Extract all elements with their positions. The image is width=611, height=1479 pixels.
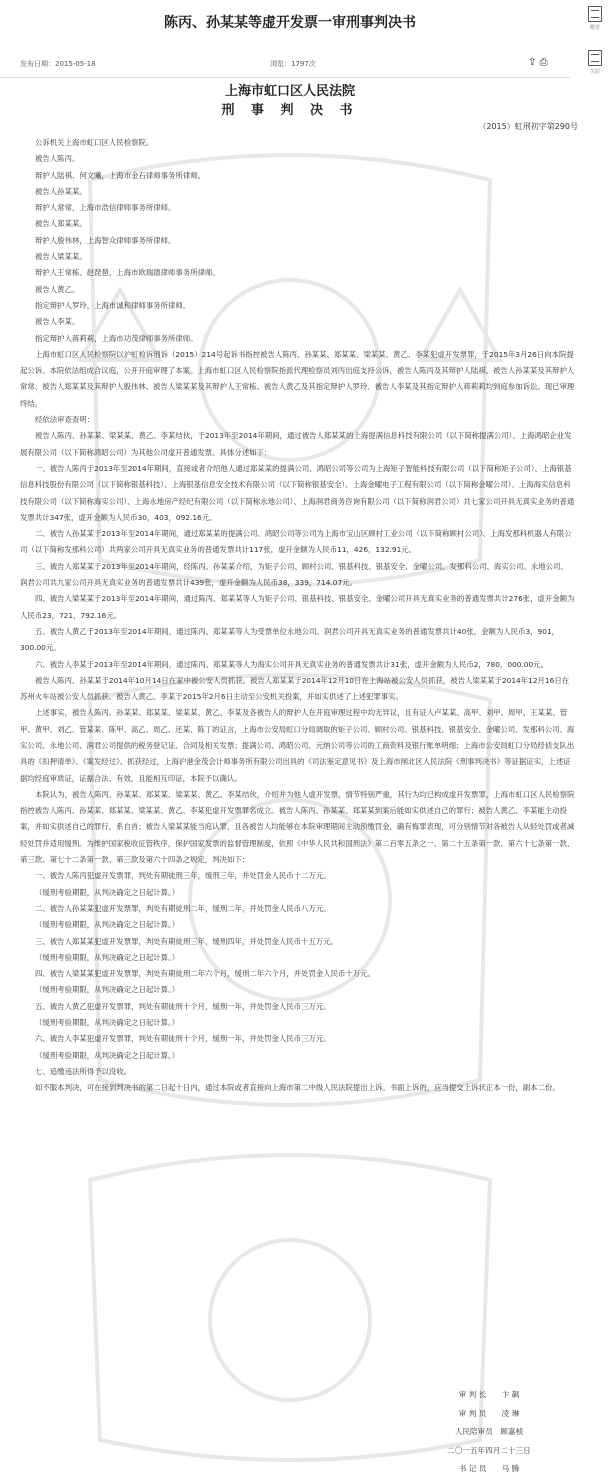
- paragraph: 上述事实，被告人陈丙、孙某某、郑某某、梁某某、黄乙、李某及各被告人的辩护人在开庭审理过程中均无异议，且有证人卢某某、高甲、刘甲、周甲、王某某、管甲、黄甲、刘乙、管某某、陈甲、高乙、周乙、还某、陈丁的证言，上海市公安局虹口分局调取的矩子公司、顾村公司、银基科技、银基安全、金曜公司、发那科公司、海实公司、永地公司、润君公司提供的税务登记证、合同及相关发票；提满公司、鸿昭公司、元纳公司等公司的工商资料及银行账单明细；上海市公安局虹口分局经侦支队出具的《扣押清单》、《案发经过》、抓获经过，上海沪港金茂会计师事务所有限公司出具的《司法鉴定意见书》及上海市闸北区人民法院《刑事判决书》等证据证实，上述证据均经庭审质证，证据合法、有效，且能相互印证，本院予以确认。: [20, 708, 575, 783]
- paragraph: （缓刑考验期限，从判决确定之日起计算。）: [35, 1050, 180, 1060]
- paragraph: （缓刑考验期限，从判决确定之日起计算。）: [35, 985, 180, 995]
- paragraph: 本院认为，被告人陈丙、孙某某、郑某某、梁某某、黄乙、李某结伙，介绍并为他人虚开发票，情节特别严重，其行为均已构成虚开发票罪，上海市虹口区人民检察院指控被告人陈丙、孙某某、郑某某、梁某某、黄乙、李某犯虚开发票罪名成立。被告人陈丙、孙某某、郑某某到案后能如实供述自己的罪行；被告人黄乙、李某能主动投案，并如实供述自己的罪行，系自首；被告人梁某某能当庭认罪，且各被告人均能够在本院审理期间主动预缴罚金，确有悔罪表现，可分别情节对各被告人从轻处罚或者减轻处罚并适用缓刑。为维护国家税收征管秩序，保护国家发票的监督管理制度，依照《中华人民共和国刑法》第二百零五条之一、第二十五条第一款、第六十七条第一款、第三款、第七十二条第一款、第三款及第六十四条之规定，判决如下：: [20, 789, 575, 865]
- view-count: 浏览：1797次: [270, 60, 316, 68]
- case-number: （2015）虹刑初字第290号: [478, 122, 578, 131]
- paragraph: （缓刑考验期限，从判决确定之日起计算。）: [35, 1018, 180, 1028]
- page-title: 陈丙、孙某某等虚开发票一审刑事判决书: [164, 15, 416, 31]
- paragraph: 公诉机关上海市虹口区人民检察院。: [35, 138, 154, 147]
- paragraph: （缓刑考验期限，从判决确定之日起计算。）: [35, 887, 180, 897]
- header-bar: [0, 0, 580, 44]
- paragraph: 被告人陈丙。: [35, 154, 80, 164]
- paragraph: 被告人梁某某。: [35, 252, 87, 262]
- paragraph: 六、被告人李某于2013年至2014年期间，通过陈丙、郑某某等人为海实公司开具无真实业务的普通发票共计31张，虚开金额为人民币2，780，000.00元。: [35, 659, 548, 669]
- paragraph: 辩护人常常，上海市浩信律师事务所律师。: [35, 203, 176, 213]
- print-icon[interactable]: ⎙: [539, 57, 548, 68]
- signature-line: 人民陪审员 顾嘉桢: [454, 1427, 524, 1436]
- paragraph: 五、被告人黄乙犯虚开发票罪，判处有期徒刑十个月，缓刑一年，并处罚金人民币三万元。: [35, 1001, 331, 1011]
- judgment-body: [20, 135, 575, 1097]
- paragraph: 被告人郑某某。: [35, 219, 87, 229]
- paragraph: 上海市虹口区人民检察院以沪虹检诉刑诉（2015）214号起诉书指控被告人陈丙、孙某某、郑某某、梁某某、黄乙、李某犯虚开发票罪，于2015年3月26日向本院提起公诉。本院依法组成合议庭，公开开庭审理了本案。上海市虹口区人民检察院指派代理检察员刘丙出庭支持公诉，被告人陈丙及其辩护人陆祺、被告人孙某某及其辩护人常常、被告人郑某某及其辩护人殷伟林、被告人梁某某及其辩护人王常栋、被告人黄乙及其指定辩护人罗玲、被告人李某及其指定辩护人蒋莉莉均到庭参加诉讼。现已审理终结。: [20, 349, 575, 408]
- paragraph: 四、被告人梁某某于2013年至2014年期间，通过陈丙、郑某某等人为矩子公司、银基科技、银基安全、金曜公司开具无真实业务的普通发票共计276张，虚开金额为人民币23，721，792.16元。: [20, 594, 575, 620]
- paragraph: 一、被告人陈丙犯虚开发票罪，判处有期徒刑三年，缓刑三年，并处罚金人民币十二万元。: [35, 871, 331, 881]
- paragraph: 指定辩护人蒋莉莉，上海市功茂律师事务所律师。: [35, 333, 198, 343]
- paragraph: 被告人陈丙、孙某某于2014年10月14日在家中被公安人员抓获。被告人郑某某于2014年12月10日在上海站被公安人员抓获，被告人梁某某于2014年12月16日在苏州火车站被公安人员抓获。被告人黄乙、李某于2015年2月6日主动至公安机关投案，并如实供述了上述犯罪事实。: [20, 675, 570, 702]
- paragraph: 被告人陈丙、孙某某、梁某某、黄乙、李某结伙，于2013年至2014年期间，通过被告人郑某某的上海提满信息科技有限公司（以下简称提满公司）、上海鸿昭企业发展有限公司（以下简称鸿昭公司）为其他公司虚开普通发票。具体分述如下：: [20, 431, 572, 457]
- related-label: 关联: [589, 69, 600, 75]
- summary-icon: [588, 6, 602, 22]
- paragraph: 七、追缴违法所得予以没收。: [35, 1066, 132, 1076]
- paragraph: 经依法审查查明：: [35, 415, 95, 425]
- share-icon[interactable]: ⇪: [528, 57, 537, 68]
- paragraph: 二、被告人孙某某于2013年至2014年期间，通过郑某某的提满公司、鸿昭公司等公司为上海市宝山区顾村工业公司（以下简称顾村公司）、上海发那科机器人有限公司（以下简称发那科公司）共两家公司开具无真实业务的普通发票共计117张，虚开金额为人民币11，426，132.91元。: [20, 529, 572, 555]
- signature-line: 审 判 长 卞 飙: [458, 1390, 520, 1399]
- sidebar-related[interactable]: [583, 50, 607, 75]
- paragraph: 辩护人陆祺、何文曦，上海市金石律师事务所律师。: [35, 170, 205, 180]
- sidebar-summary[interactable]: [583, 6, 607, 31]
- publish-date: 发布日期：2015-05-18: [20, 60, 96, 68]
- paragraph: 如不服本判决，可在接到判决书的第二日起十日内，通过本院或者直接向上海市第二中级人民法院提出上诉。书面上诉的，应当提交上诉状正本一份，副本二份。: [35, 1083, 560, 1093]
- signature-line: 二〇一五年四月二十三日: [447, 1445, 531, 1455]
- paragraph: 六、被告人李某犯虚开发票罪，判处有期徒刑十个月，缓刑一年，并处罚金人民币三万元。: [35, 1034, 331, 1044]
- paragraph: 被告人黄乙。: [35, 284, 80, 294]
- related-icon: [588, 50, 602, 66]
- court-name: 上海市虹口区人民法院: [224, 84, 355, 99]
- signature-block: [424, 1386, 554, 1479]
- paragraph: 五、被告人黄乙于2013年至2014年期间，通过陈丙、郑某某等人为受票单位永地公司、润君公司开具无真实业务的普通发票共计40张，金额为人民币3，901，300.00元。: [20, 626, 560, 653]
- paragraph: 二、被告人孙某某犯虚开发票罪，判处有期徒刑二年，缓刑二年，并处罚金人民币八万元。: [35, 903, 331, 913]
- meta-bar: [0, 55, 570, 78]
- paragraph: 被告人李某。: [35, 317, 80, 327]
- signature-line: 书 记 员 马 腾: [458, 1464, 520, 1473]
- paragraph: （缓刑考验期限，从判决确定之日起计算。）: [35, 920, 180, 930]
- paragraph: 指定辩护人罗玲，上海市诚和律师事务所律师。: [35, 300, 191, 310]
- paragraph: （缓刑考验期限，从判决确定之日起计算。）: [35, 952, 180, 962]
- paragraph: 被告人孙某某。: [35, 186, 87, 196]
- paragraph: 三、被告人郑某某犯虚开发票罪，判处有期徒刑三年，缓刑四年，并处罚金人民币十五万元。: [35, 936, 339, 946]
- paragraph: 辩护人王常栋、赵琵琶，上海市欧瑞德律师事务所律师。: [35, 268, 220, 278]
- paragraph: 一、被告人陈丙于2013年至2014年期间，直接或者介绍他人通过郑某某的提满公司、鸿昭公司等公司为上海矩子智能科技有限公司（以下简称矩子公司）、上海银基信息科技股份有限公司（以下简称银基科技）、上海银基信息安全技术有限公司（以下简称银基安全）、上海金曜电子工程有限公司（以下简称金曜公司）、上海海实信息科技有限公司（以下简称海实公司）、上海永地房产经纪有限公司（以下简称永地公司）、上海润君商务咨询有限公司（以下简称润君公司）共七家公司开具无真实业务的普通发票共计347张，虚开金额为人民币30，403，092.16元。: [20, 463, 575, 522]
- paragraph: 四、被告人梁某某犯虚开发票罪，判处有期徒刑二年六个月，缓刑二年六个月，并处罚金人民币十万元。: [35, 969, 375, 979]
- document-type: 刑 事 判 决 书: [221, 103, 359, 118]
- paragraph: 辩护人殷伟林，上海智众律师事务所律师。: [35, 235, 176, 245]
- signature-line: 审 判 员 凌 琳: [458, 1408, 520, 1418]
- paragraph: 三、被告人郑某某于2013年至2014年期间，经陈丙、孙某某介绍，为矩子公司、顾村公司、银基科技、银基安全、金曜公司、发那科公司、海实公司、永地公司、润君公司共九家公司开具无真实业务的普通发票共计439张，虚开金额为人民币38，339，714.07元。: [20, 561, 568, 588]
- summary-label: 概要: [589, 25, 600, 31]
